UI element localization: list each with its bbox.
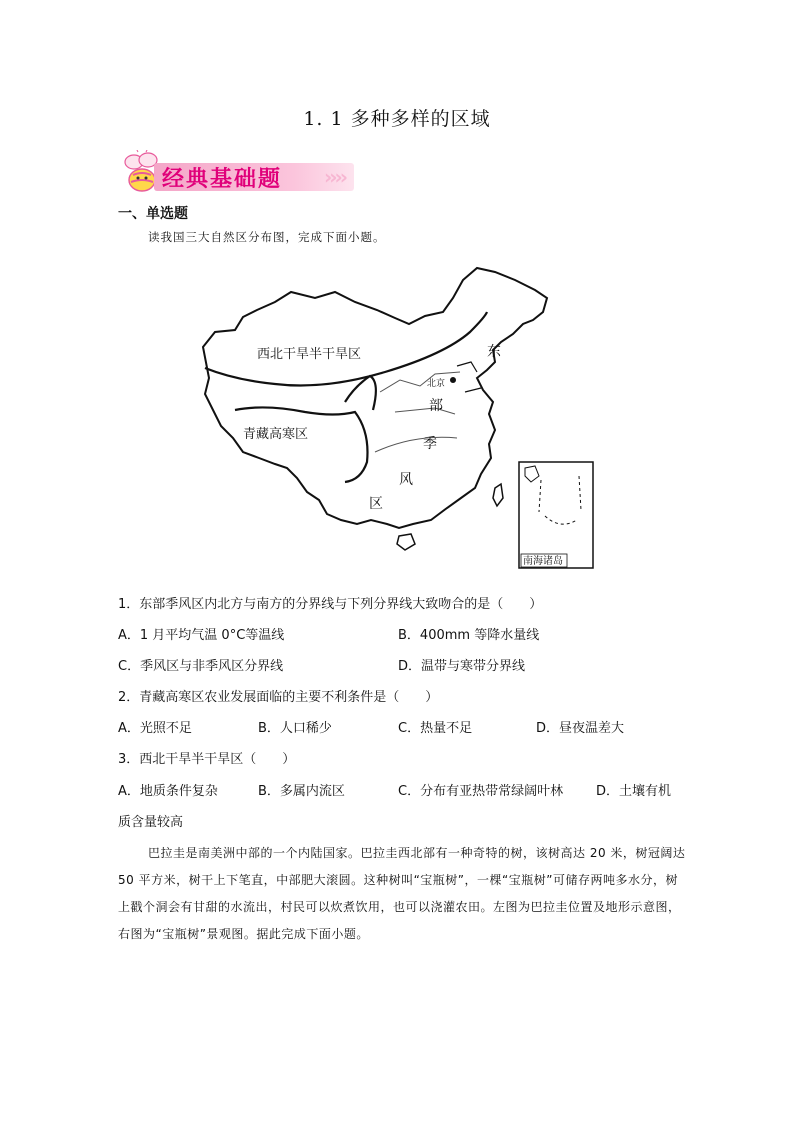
label-tibet: 青藏高寒区 xyxy=(243,427,309,442)
label-east-1: 东 xyxy=(487,344,501,360)
q3-option-d: D．土壤有机 xyxy=(596,784,672,799)
question-3-stem: 3．西北干旱半干旱区（ ） xyxy=(118,752,296,767)
internal-boundaries xyxy=(375,372,460,452)
tibet-boundary xyxy=(235,407,368,482)
q2-option-b: B．人口稀少 xyxy=(258,721,332,736)
banner-text: 经典基础题 xyxy=(162,167,283,192)
label-northwest: 西北干旱半干旱区 xyxy=(257,347,362,362)
question-2-stem: 2．青藏高寒区农业发展面临的主要不利条件是（ ） xyxy=(118,690,439,705)
chevron-icon: ›››› xyxy=(324,165,345,189)
q2-option-d: D．昼夜温差大 xyxy=(536,721,625,736)
q3-option-a: A．地质条件复杂 xyxy=(118,784,218,799)
reading-passage: 巴拉圭是南美洲中部的一个内陆国家。巴拉圭西北部有一种奇特的树，该树高达 20 米，树冠阔达 50 平方米，树干上下笔直，中部肥大滚圆。这种树叫“宝瓶树”，一棵“宝瓶树”可储存两吨多水分，树上戳个洞会有甘甜的水流出，村民可以炊煮饮用，也可以浇灌农田。左图为巴拉圭位置及地形示意图，右图为“宝瓶树”景观图。据此完成下面小题。 xyxy=(118,846,686,941)
label-scs: 南海诸岛 xyxy=(523,556,563,567)
q1-option-d: D．温带与寒带分界线 xyxy=(398,659,526,674)
taiwan-island xyxy=(493,484,503,506)
q3-option-b: B．多属内流区 xyxy=(258,784,345,799)
china-natural-regions-map xyxy=(195,262,605,572)
label-beijing: 北京 xyxy=(427,379,446,389)
label-east-4: 风 xyxy=(399,472,413,488)
south-china-sea-inset xyxy=(519,462,593,568)
page-title: 1. 1 多种多样的区域 xyxy=(303,108,491,130)
label-east-5: 区 xyxy=(369,496,383,512)
section-banner xyxy=(118,150,373,198)
label-east-3: 季 xyxy=(423,436,437,452)
q2-option-c: C．热量不足 xyxy=(398,721,473,736)
q2-option-a: A．光照不足 xyxy=(118,721,192,736)
q3-option-c: C．分布有亚热带常绿阔叶林 xyxy=(398,784,564,799)
question-1-stem: 1．东部季风区内北方与南方的分界线与下列分界线大致吻合的是（ ） xyxy=(118,597,543,612)
label-east-2: 部 xyxy=(429,398,443,414)
q1-option-a: A．1 月平均气温 0°C等温线 xyxy=(118,628,285,643)
q3-option-d-continuation: 质含量较高 xyxy=(118,815,184,830)
hainan-island xyxy=(397,534,415,550)
q1-option-c: C．季风区与非季风区分界线 xyxy=(118,659,284,674)
q1-option-b: B．400mm 等降水量线 xyxy=(398,628,540,643)
beijing-dot xyxy=(450,377,456,383)
intro-text: 读我国三大自然区分布图，完成下面小题。 xyxy=(148,230,386,244)
section-heading: 一、单选题 xyxy=(118,206,188,222)
